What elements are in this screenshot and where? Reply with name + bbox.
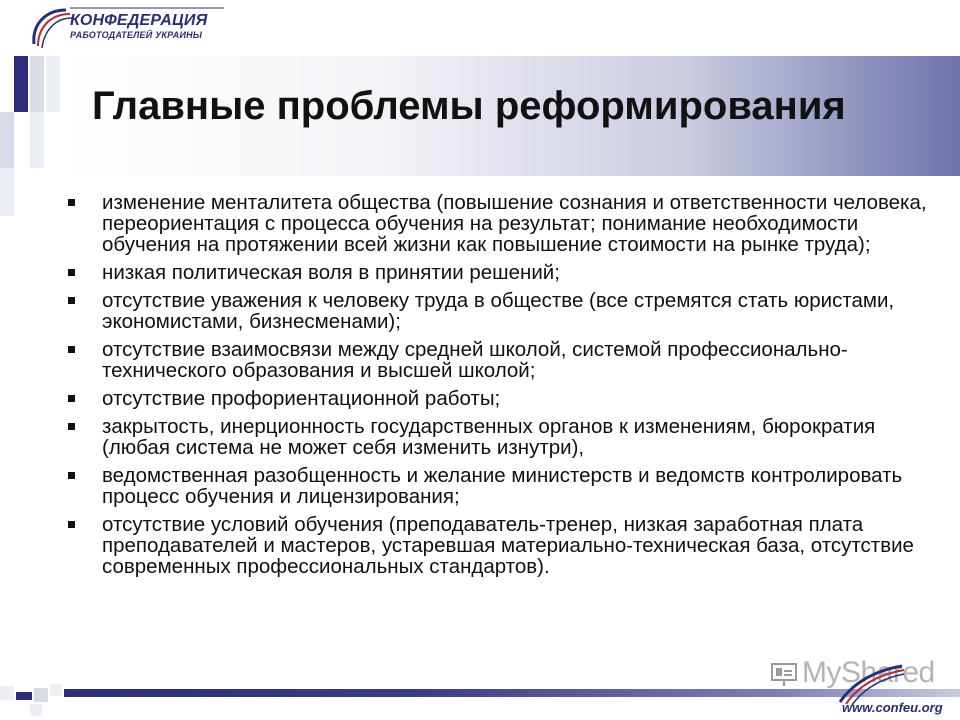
bottom-bar — [64, 689, 960, 697]
list-item-text: низкая политическая воля в принятии решений; — [102, 261, 560, 284]
list-item-text: отсутствие взаимосвязи между средней школой, системой профессионально-технического образования и высшей школой; — [102, 338, 848, 382]
bullet-square-icon — [68, 472, 75, 479]
footer-url[interactable]: www.confeu.org — [842, 700, 943, 715]
bullet-list — [64, 192, 944, 584]
list-item-text: отсутствие уважения к человеку труда в обществе (все стремятся стать юристами, экономистами, бизнесменами); — [102, 289, 895, 333]
watermark-text: MyShared — [802, 656, 935, 689]
list-item-text: ведомственная разобщенность и желание министерств и ведомств контролировать процесс обучения и лицензирования; — [102, 464, 903, 508]
list-item — [64, 388, 944, 409]
list-item-text: изменение менталитета общества (повышение сознания и ответственности человека, переориентация с процесса обучения на результат; понимание необходимости обучения на протяжении всей жизни как повышение стоимости на рынке труда); — [102, 191, 927, 256]
list-item — [64, 339, 944, 381]
bullet-square-icon — [68, 346, 75, 353]
logo-subtitle: РАБОТОДАТЕЛЕЙ УКРАИНЫ — [70, 30, 203, 40]
list-item — [64, 416, 944, 458]
bullet-square-icon — [68, 269, 75, 276]
bullet-square-icon — [68, 423, 75, 430]
logo-title: КОНФЕДЕРАЦИЯ — [70, 12, 208, 29]
list-item — [64, 290, 944, 332]
slide-title: Главные проблемы реформирования — [92, 84, 846, 128]
presentation-icon — [770, 660, 798, 688]
list-item — [64, 465, 944, 507]
bullet-square-icon — [68, 297, 75, 304]
list-item — [64, 192, 944, 255]
list-item — [64, 514, 944, 577]
bullet-square-icon — [68, 199, 75, 206]
list-item-text: отсутствие условий обучения (преподаватель-тренер, низкая заработная плата преподавателей и мастеров, устаревшая материально-техническая база, отсутствие современных профессиональных стандартов). — [102, 513, 914, 578]
list-item-text: закрытость, инерционность государственных органов к изменениям, бюрократия (любая система не может себя изменить изнутри), — [102, 415, 876, 459]
bullet-square-icon — [68, 395, 75, 402]
bullet-square-icon — [68, 521, 75, 528]
list-item-text: отсутствие профориентационной работы; — [102, 387, 501, 410]
list-item — [64, 262, 944, 283]
